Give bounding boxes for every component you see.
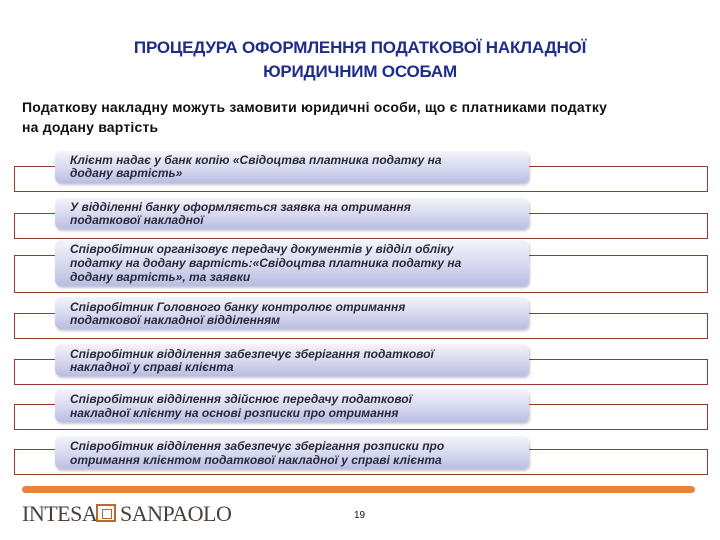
step-bar bbox=[55, 436, 529, 469]
step-bar bbox=[55, 297, 529, 329]
slide-title-line-2: ЮРИДИЧНИМ ОСОБАМ bbox=[263, 62, 457, 81]
step-3-line-1: Співробітник організовує передачу документів у відділ обліку bbox=[70, 242, 454, 256]
footer-divider bbox=[22, 486, 695, 493]
step-bar bbox=[55, 389, 529, 422]
page-number: 19 bbox=[354, 510, 366, 521]
logo-emblem-icon bbox=[96, 504, 116, 522]
slide-title bbox=[40, 36, 680, 84]
step-5-line-1: Співробітник відділення забезпечує зберігання податкової bbox=[70, 347, 434, 361]
logo-text-sanpaolo: SANPAOLO bbox=[120, 501, 232, 526]
step-7-line-2: отримання клієнтом податкової накладної у справі клієнта bbox=[70, 453, 442, 467]
intro-line-2: на додану вартість bbox=[22, 119, 159, 135]
step-1-line-1: Клієнт надає у банк копію «Свідоцтва платника податку на bbox=[70, 153, 442, 167]
intro-line-1: Податкову накладну можуть замовити юридичні особи, що є платниками податку bbox=[22, 99, 608, 115]
step-2-line-1: У відділенні банку оформляється заявка на отримання bbox=[70, 200, 411, 214]
step-3-line-3: додану вартість», та заявки bbox=[70, 270, 251, 284]
step-bar bbox=[55, 151, 529, 183]
step-1-line-2: додану вартість» bbox=[70, 166, 183, 180]
step-4-line-2: податкової накладної відділенням bbox=[70, 313, 281, 327]
logo-text-intesa: INTESA bbox=[22, 501, 98, 526]
step-6-line-1: Співробітник відділення здійснює передачу податкової bbox=[70, 392, 412, 406]
intro-text bbox=[22, 97, 712, 137]
step-7-line-1: Співробітник відділення забезпечує зберігання розписки про bbox=[70, 439, 445, 453]
step-bar bbox=[55, 198, 529, 229]
step-3-line-2: податку на додану вартість:«Свідоцтва платника податку на bbox=[70, 256, 462, 270]
step-5-line-2: накладної у справі клієнта bbox=[70, 360, 234, 374]
slide-title-line-1: ПРОЦЕДУРА ОФОРМЛЕННЯ ПОДАТКОВОЇ НАКЛАДНОЇ bbox=[133, 38, 587, 57]
step-2-line-2: податкової накладної bbox=[70, 213, 204, 227]
step-4-line-1: Співробітник Головного банку контролює отримання bbox=[70, 300, 406, 314]
step-6-line-2: накладної клієнту на основі розписки про отримання bbox=[70, 406, 399, 420]
step-bar bbox=[55, 344, 529, 376]
step-bar bbox=[55, 240, 529, 286]
